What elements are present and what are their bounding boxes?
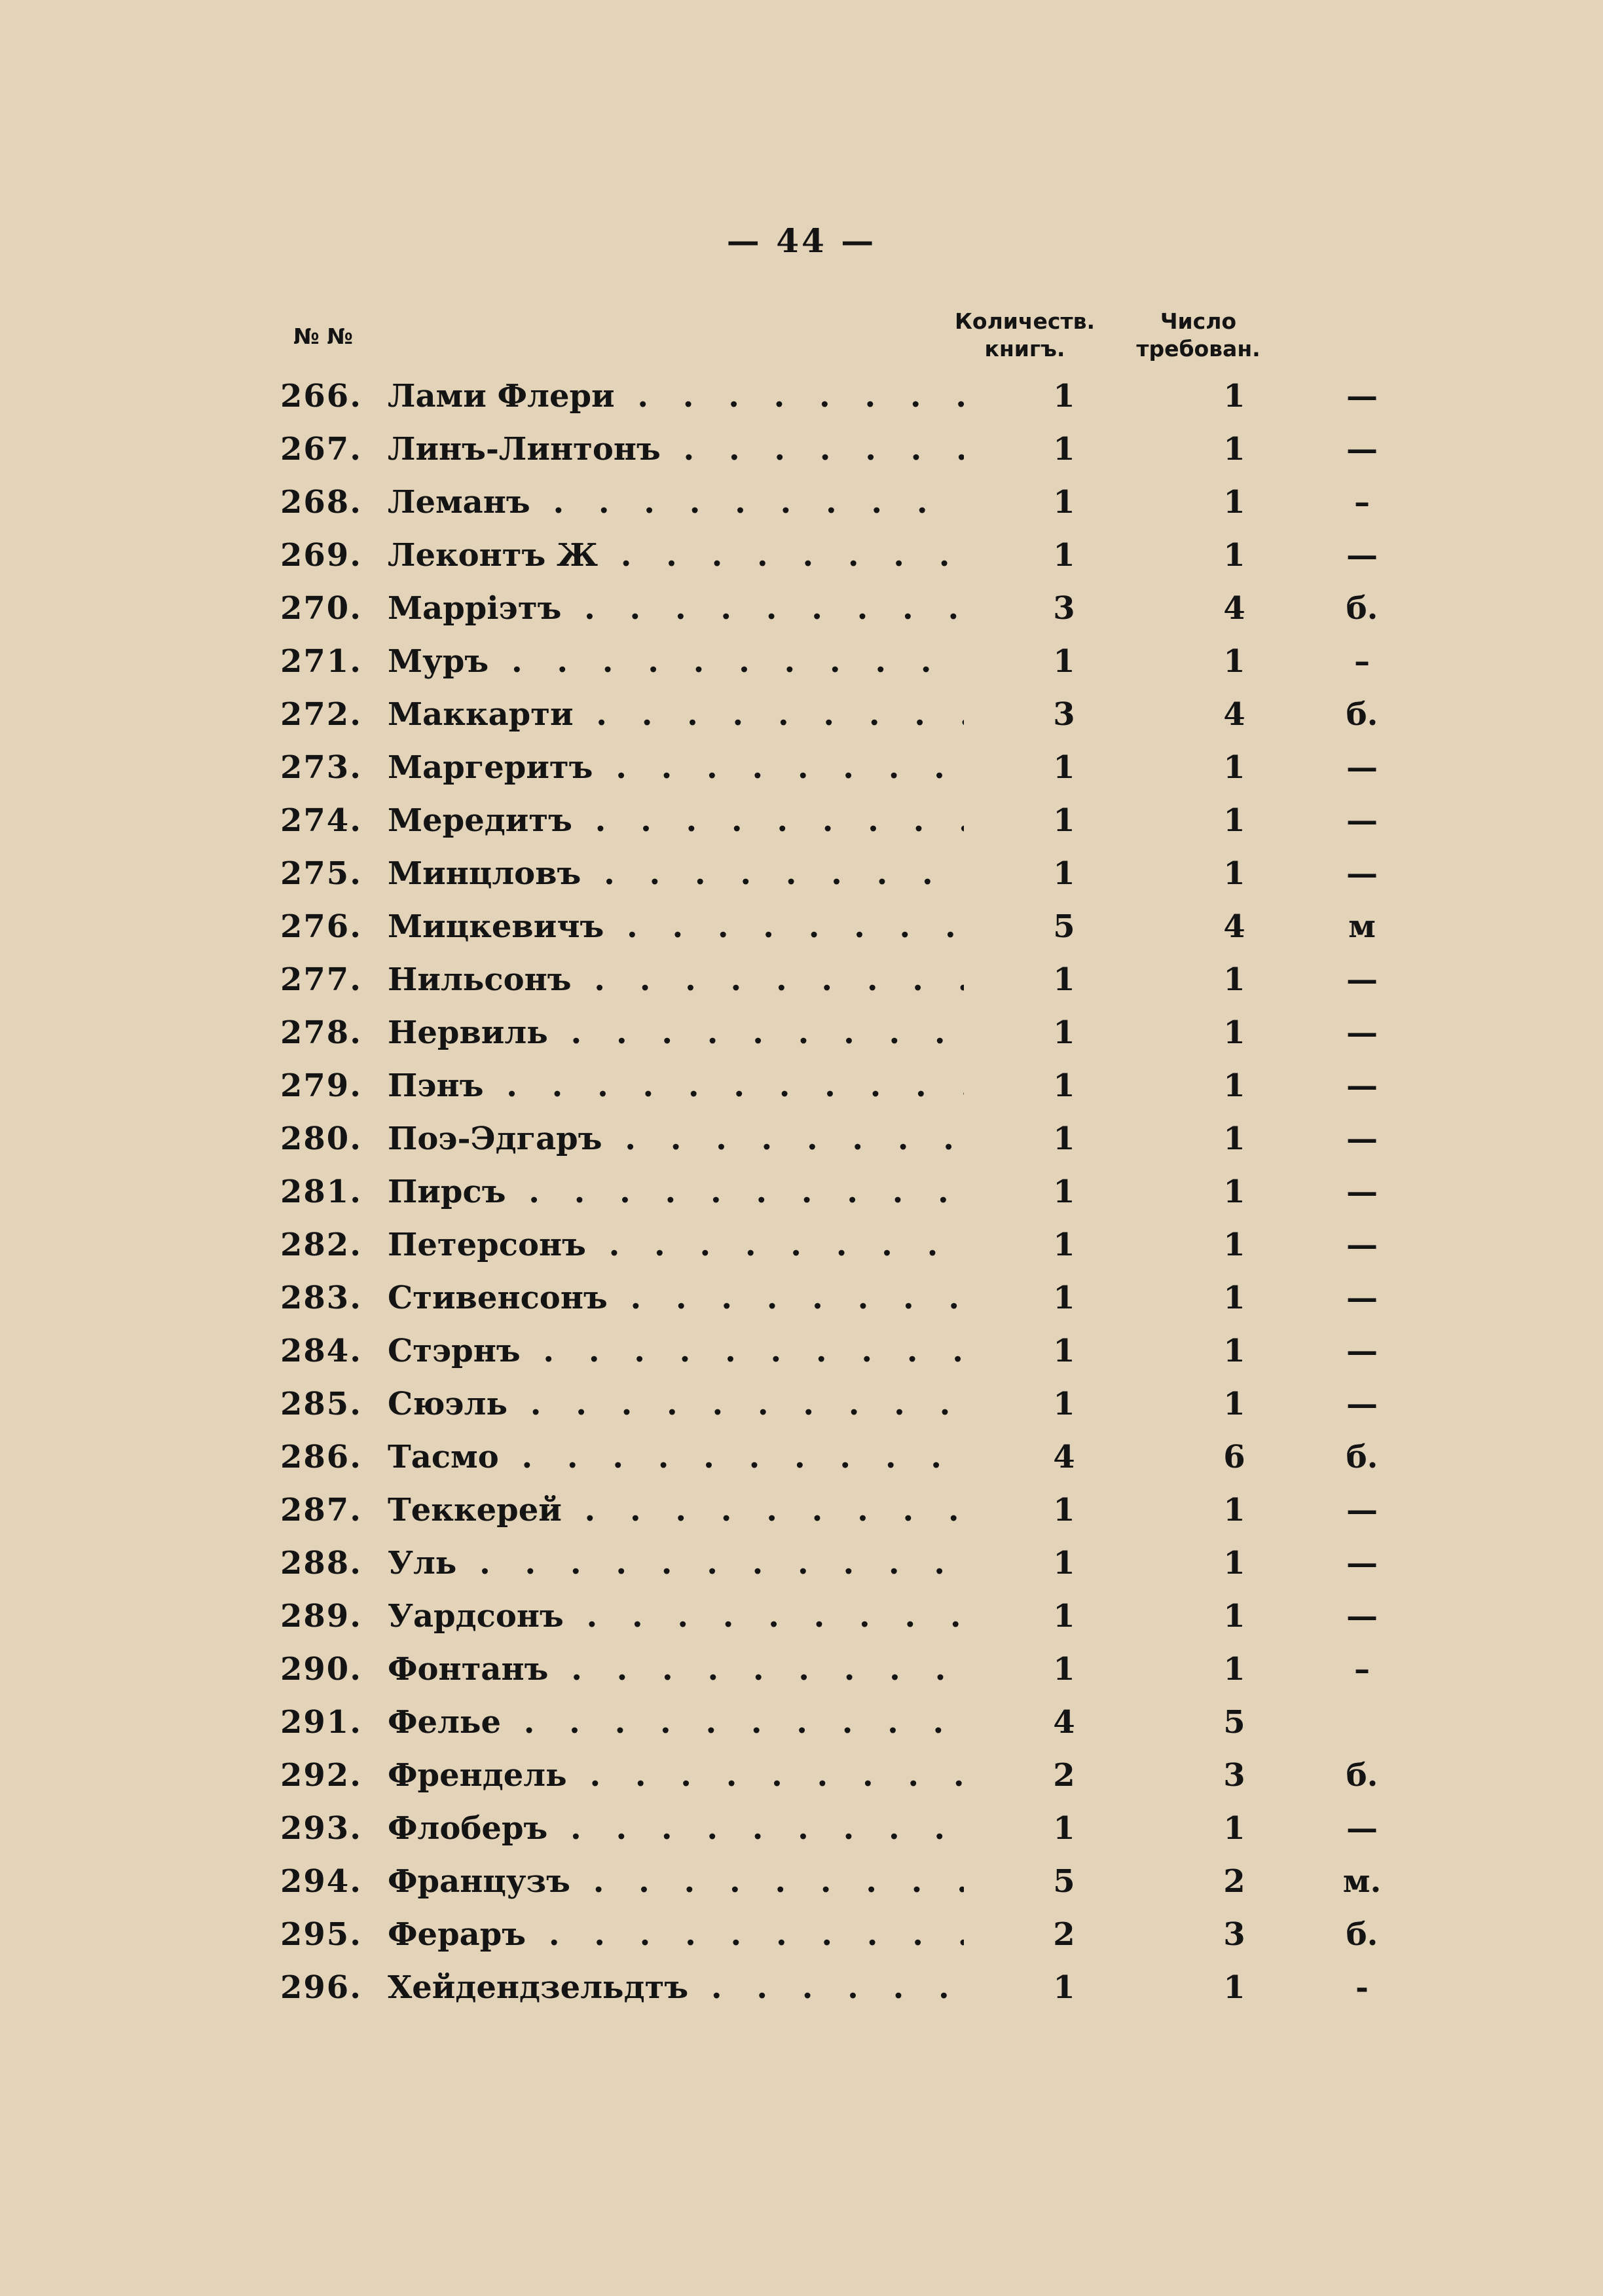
row-mark: м <box>1348 908 1376 945</box>
row-mark: — <box>1346 1810 1378 1847</box>
request-count: 1 <box>1223 961 1245 998</box>
book-count: 1 <box>1053 1067 1075 1104</box>
table-row <box>0 1007 1603 1060</box>
book-count: 4 <box>1053 1704 1075 1741</box>
row-number: 286. <box>280 1439 362 1475</box>
book-count: 1 <box>1053 643 1075 680</box>
book-count: 1 <box>1053 802 1075 839</box>
request-count: 1 <box>1223 1651 1245 1688</box>
author-name: Уардсонъ . . . <box>388 1590 964 1643</box>
author-name: Нервиль . . . <box>388 1007 964 1060</box>
request-count: 5 <box>1223 1704 1245 1741</box>
row-number: 294. <box>280 1863 362 1900</box>
book-count: 1 <box>1053 1598 1075 1635</box>
row-number: 273. <box>280 749 362 786</box>
row-mark: — <box>1346 378 1378 415</box>
row-number: 295. <box>280 1916 362 1953</box>
author-name: Мередитъ . . . <box>388 794 964 847</box>
author-name: Маргеритъ . . . <box>388 741 964 794</box>
request-count: 1 <box>1223 749 1245 786</box>
row-mark: — <box>1346 961 1378 998</box>
row-mark: — <box>1346 1386 1378 1422</box>
book-count: 1 <box>1053 961 1075 998</box>
row-number: 266. <box>280 378 362 415</box>
author-name: Муръ . . . <box>388 635 964 688</box>
book-count: 1 <box>1053 1280 1075 1316</box>
book-count: 4 <box>1053 1439 1075 1475</box>
table-row <box>0 423 1603 476</box>
request-count: 1 <box>1223 1280 1245 1316</box>
book-count: 1 <box>1053 1651 1075 1688</box>
table-row <box>0 900 1603 954</box>
row-mark: — <box>1346 749 1378 786</box>
table-row <box>0 1378 1603 1431</box>
table-row <box>0 1431 1603 1484</box>
table-row <box>0 1166 1603 1219</box>
book-count: 3 <box>1053 590 1075 627</box>
book-count: 1 <box>1053 484 1075 521</box>
request-count: 1 <box>1223 1810 1245 1847</box>
row-number: 293. <box>280 1810 362 1847</box>
book-count: 2 <box>1053 1757 1075 1794</box>
book-count: 1 <box>1053 1810 1075 1847</box>
author-table <box>0 370 1603 2014</box>
row-number: 275. <box>280 855 362 892</box>
row-mark: — <box>1346 1598 1378 1635</box>
request-count: 1 <box>1223 431 1245 468</box>
row-number: 289. <box>280 1598 362 1635</box>
table-row <box>0 1749 1603 1802</box>
request-count: 1 <box>1223 1120 1245 1157</box>
row-mark: – <box>1354 643 1370 680</box>
table-row <box>0 847 1603 900</box>
table-row <box>0 1908 1603 1961</box>
row-mark: – <box>1354 1651 1370 1688</box>
row-mark: — <box>1346 1120 1378 1157</box>
table-row <box>0 1855 1603 1908</box>
table-row <box>0 1325 1603 1378</box>
table-row <box>0 1696 1603 1749</box>
request-count: 1 <box>1223 855 1245 892</box>
row-mark: м. <box>1342 1863 1382 1900</box>
row-number: 267. <box>280 431 362 468</box>
row-number: 290. <box>280 1651 362 1688</box>
author-name: Минцловъ . . . <box>388 847 964 900</box>
author-name: Стивенсонъ . . . <box>388 1272 964 1325</box>
table-row <box>0 1590 1603 1643</box>
row-mark: — <box>1346 537 1378 574</box>
table-row <box>0 1643 1603 1696</box>
author-name: Лами Флери . . . <box>388 370 964 423</box>
row-mark: — <box>1346 855 1378 892</box>
column-header-requests-line1: Число <box>1160 308 1237 334</box>
request-count: 1 <box>1223 1969 1245 2006</box>
column-header-quantity-line2: книгъ. <box>984 336 1065 361</box>
book-count: 1 <box>1053 1174 1075 1210</box>
row-mark: – <box>1354 484 1370 521</box>
column-header-requests <box>1126 308 1270 363</box>
request-count: 1 <box>1223 1545 1245 1582</box>
request-count: 2 <box>1223 1863 1245 1900</box>
book-count: 3 <box>1053 696 1075 733</box>
request-count: 1 <box>1223 1067 1245 1104</box>
row-number: 268. <box>280 484 362 521</box>
book-count: 1 <box>1053 1969 1075 2006</box>
row-number: 270. <box>280 590 362 627</box>
table-row <box>0 688 1603 741</box>
row-mark: — <box>1346 1333 1378 1369</box>
row-mark: б. <box>1346 1916 1378 1953</box>
book-count: 1 <box>1053 537 1075 574</box>
row-number: 271. <box>280 643 362 680</box>
table-row <box>0 582 1603 635</box>
request-count: 1 <box>1223 1227 1245 1263</box>
row-number: 269. <box>280 537 362 574</box>
book-count: 1 <box>1053 1333 1075 1369</box>
author-name: Поэ-Эдгаръ . . . <box>388 1113 964 1166</box>
author-name: Хейдендзельдтъ . . . <box>388 1961 964 2014</box>
request-count: 1 <box>1223 1014 1245 1051</box>
row-number: 282. <box>280 1227 362 1263</box>
book-count: 5 <box>1053 908 1075 945</box>
author-name: Ферaръ . . . <box>388 1908 964 1961</box>
request-count: 1 <box>1223 1492 1245 1528</box>
row-mark: — <box>1346 1280 1378 1316</box>
row-mark: — <box>1346 1174 1378 1210</box>
request-count: 1 <box>1223 1333 1245 1369</box>
column-header-number: № № <box>293 324 353 349</box>
row-number: 284. <box>280 1333 362 1369</box>
row-mark: б. <box>1346 696 1378 733</box>
author-name: Пэнъ . . . <box>388 1060 964 1113</box>
author-name: Пирсъ . . . <box>388 1166 964 1219</box>
request-count: 1 <box>1223 484 1245 521</box>
column-header-requests-line2: требован. <box>1136 336 1261 361</box>
author-name: Линъ-Линтонъ . . . <box>388 423 964 476</box>
column-header-quantity-line1: Количеств. <box>954 308 1096 334</box>
row-number: 287. <box>280 1492 362 1528</box>
row-mark: — <box>1346 1014 1378 1051</box>
book-count: 1 <box>1053 1386 1075 1422</box>
author-name: Фелье . . . <box>388 1696 964 1749</box>
table-row <box>0 1113 1603 1166</box>
row-number: 288. <box>280 1545 362 1582</box>
book-count: 1 <box>1053 1545 1075 1582</box>
row-number: 276. <box>280 908 362 945</box>
author-name: Леманъ . . . <box>388 476 964 529</box>
table-row <box>0 1219 1603 1272</box>
request-count: 1 <box>1223 1598 1245 1635</box>
request-count: 1 <box>1223 1174 1245 1210</box>
author-name: Леконтъ Ж . . . <box>388 529 964 582</box>
table-row <box>0 635 1603 688</box>
table-row <box>0 741 1603 794</box>
request-count: 1 <box>1223 378 1245 415</box>
row-number: 296. <box>280 1969 362 2006</box>
author-name: Фонтанъ . . . <box>388 1643 964 1696</box>
request-count: 1 <box>1223 537 1245 574</box>
table-row <box>0 1272 1603 1325</box>
row-number: 274. <box>280 802 362 839</box>
book-count: 1 <box>1053 1014 1075 1051</box>
book-count: 1 <box>1053 1120 1075 1157</box>
table-row <box>0 476 1603 529</box>
row-mark: б. <box>1346 1757 1378 1794</box>
author-name: Французъ . . . <box>388 1855 964 1908</box>
author-name: Теккерей . . . <box>388 1484 964 1537</box>
request-count: 4 <box>1223 590 1245 627</box>
page-number: — 44 — <box>726 221 877 260</box>
row-number: 272. <box>280 696 362 733</box>
book-count: 1 <box>1053 855 1075 892</box>
book-count: 1 <box>1053 1492 1075 1528</box>
row-number: 285. <box>280 1386 362 1422</box>
request-count: 6 <box>1223 1439 1245 1475</box>
request-count: 3 <box>1223 1757 1245 1794</box>
table-row <box>0 954 1603 1007</box>
row-number: 292. <box>280 1757 362 1794</box>
author-name: Френдель . . . <box>388 1749 964 1802</box>
row-mark: б. <box>1346 590 1378 627</box>
book-count: 2 <box>1053 1916 1075 1953</box>
row-number: 291. <box>280 1704 362 1741</box>
row-number: 278. <box>280 1014 362 1051</box>
row-number: 283. <box>280 1280 362 1316</box>
author-name: Флоберъ . . . <box>388 1802 964 1855</box>
row-mark: — <box>1346 431 1378 468</box>
book-count: 1 <box>1053 749 1075 786</box>
author-name: Марріэтъ . . . <box>388 582 964 635</box>
row-number: 277. <box>280 961 362 998</box>
row-mark: — <box>1346 802 1378 839</box>
author-name: Нильсонъ . . . <box>388 954 964 1007</box>
book-count: 1 <box>1053 1227 1075 1263</box>
request-count: 1 <box>1223 643 1245 680</box>
row-mark: — <box>1346 1067 1378 1104</box>
table-row <box>0 1060 1603 1113</box>
book-count: 5 <box>1053 1863 1075 1900</box>
row-mark: - <box>1355 1969 1369 2006</box>
table-row <box>0 1484 1603 1537</box>
author-name: Стэрнъ . . . <box>388 1325 964 1378</box>
table-row <box>0 794 1603 847</box>
row-number: 280. <box>280 1120 362 1157</box>
request-count: 1 <box>1223 802 1245 839</box>
row-mark: — <box>1346 1492 1378 1528</box>
column-header-quantity <box>943 308 1107 363</box>
row-number: 281. <box>280 1174 362 1210</box>
author-name: Мицкевичъ . . . <box>388 900 964 954</box>
row-number: 279. <box>280 1067 362 1104</box>
author-name: Уль . . . <box>388 1537 964 1590</box>
request-count: 4 <box>1223 696 1245 733</box>
request-count: 1 <box>1223 1386 1245 1422</box>
table-row <box>0 1537 1603 1590</box>
author-name: Маккарти . . . <box>388 688 964 741</box>
book-count: 1 <box>1053 431 1075 468</box>
table-row <box>0 370 1603 423</box>
table-row <box>0 529 1603 582</box>
author-name: Петерсонъ . . . <box>388 1219 964 1272</box>
author-name: Сюэль . . . <box>388 1378 964 1431</box>
request-count: 3 <box>1223 1916 1245 1953</box>
book-count: 1 <box>1053 378 1075 415</box>
row-mark: — <box>1346 1227 1378 1263</box>
request-count: 4 <box>1223 908 1245 945</box>
author-name: Тасмо . . . <box>388 1431 964 1484</box>
row-mark: б. <box>1346 1439 1378 1475</box>
row-mark: — <box>1346 1545 1378 1582</box>
table-row <box>0 1802 1603 1855</box>
table-row <box>0 1961 1603 2014</box>
